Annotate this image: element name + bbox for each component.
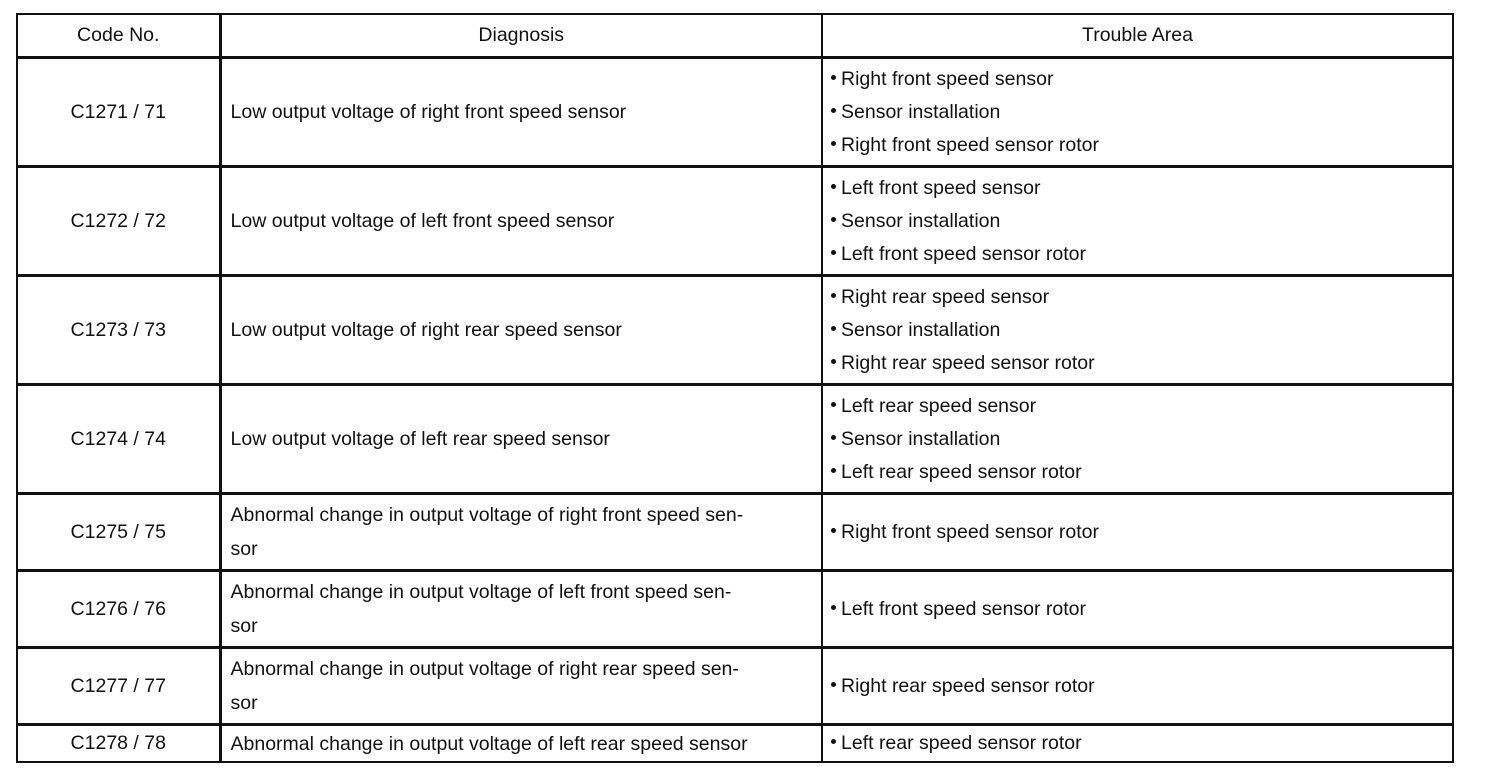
code-cell: C1272 / 72 (17, 167, 220, 276)
trouble-area-item: Left rear speed sensor (831, 390, 1452, 423)
diagnosis-cell: Low output voltage of right rear speed sensor (220, 276, 822, 385)
diagnosis-line: sor (230, 538, 258, 560)
diagnosis-cell: Abnormal change in output voltage of left rear speed sensor (220, 725, 822, 763)
bullet-icon (831, 605, 836, 610)
bullet-icon (831, 75, 836, 80)
trouble-area-item: Sensor installation (831, 314, 1452, 347)
header-code-no: Code No. (17, 14, 220, 58)
bullet-icon (831, 528, 836, 533)
table-row (17, 571, 1453, 648)
trouble-area-cell (822, 58, 1453, 167)
bullet-icon (831, 359, 836, 364)
diagnosis-cell: Low output voltage of left front speed sensor (220, 167, 822, 276)
trouble-area-cell (822, 571, 1453, 648)
trouble-area-item: Right front speed sensor rotor (831, 129, 1452, 162)
bullet-icon (831, 108, 836, 113)
table-row (17, 58, 1453, 167)
table-header-row (17, 14, 1453, 58)
trouble-area-item: Right rear speed sensor rotor (831, 347, 1452, 380)
trouble-area-cell (822, 385, 1453, 494)
trouble-area-item: Right rear speed sensor (831, 281, 1452, 314)
code-cell: C1271 / 71 (17, 58, 220, 167)
header-trouble-area: Trouble Area (822, 14, 1453, 58)
diagnosis-line: Abnormal change in output voltage of right rear speed sen- (230, 658, 739, 680)
trouble-area-item: Right rear speed sensor rotor (831, 670, 1452, 703)
trouble-area-cell (822, 725, 1453, 763)
trouble-area-item: Left front speed sensor rotor (831, 238, 1452, 271)
diagnosis-cell (220, 494, 822, 571)
diagnosis-line: sor (230, 615, 258, 637)
trouble-area-item: Sensor installation (831, 423, 1452, 456)
trouble-area-cell (822, 276, 1453, 385)
diagnosis-line: Abnormal change in output voltage of left front speed sen- (230, 581, 732, 603)
code-cell: C1275 / 75 (17, 494, 220, 571)
table-row (17, 725, 1453, 763)
bullet-icon (831, 326, 836, 331)
bullet-icon (831, 217, 836, 222)
bullet-icon (831, 141, 836, 146)
table-row (17, 167, 1453, 276)
code-cell: C1273 / 73 (17, 276, 220, 385)
trouble-area-cell (822, 494, 1453, 571)
bullet-icon (831, 682, 836, 687)
bullet-icon (831, 184, 836, 189)
trouble-area-item: Left rear speed sensor rotor (831, 456, 1452, 489)
diagnosis-cell: Low output voltage of left rear speed sensor (220, 385, 822, 494)
trouble-area-item: Sensor installation (831, 205, 1452, 238)
bullet-icon (831, 739, 836, 744)
trouble-area-item: Left rear speed sensor rotor (831, 727, 1452, 760)
bullet-icon (831, 435, 836, 440)
diagnosis-cell: Low output voltage of right front speed sensor (220, 58, 822, 167)
trouble-area-item: Left front speed sensor (831, 172, 1452, 205)
table-row (17, 385, 1453, 494)
bullet-icon (831, 293, 836, 298)
trouble-area-item: Left front speed sensor rotor (831, 593, 1452, 626)
bullet-icon (831, 250, 836, 255)
diagnosis-cell (220, 571, 822, 648)
diagnosis-cell (220, 648, 822, 725)
trouble-area-cell (822, 167, 1453, 276)
header-diagnosis: Diagnosis (220, 14, 822, 58)
table-row (17, 494, 1453, 571)
trouble-area-item: Right front speed sensor (831, 63, 1452, 96)
code-cell: C1276 / 76 (17, 571, 220, 648)
trouble-area-item: Right front speed sensor rotor (831, 516, 1452, 549)
diagnosis-line: sor (230, 692, 258, 714)
code-cell: C1274 / 74 (17, 385, 220, 494)
code-cell: C1277 / 77 (17, 648, 220, 725)
table-row (17, 276, 1453, 385)
bullet-icon (831, 402, 836, 407)
trouble-area-item: Sensor installation (831, 96, 1452, 129)
code-cell: C1278 / 78 (17, 725, 220, 763)
dtc-table (16, 13, 1454, 763)
table-row (17, 648, 1453, 725)
trouble-area-cell (822, 648, 1453, 725)
diagnosis-line: Abnormal change in output voltage of right front speed sen- (230, 504, 744, 526)
bullet-icon (831, 468, 836, 473)
